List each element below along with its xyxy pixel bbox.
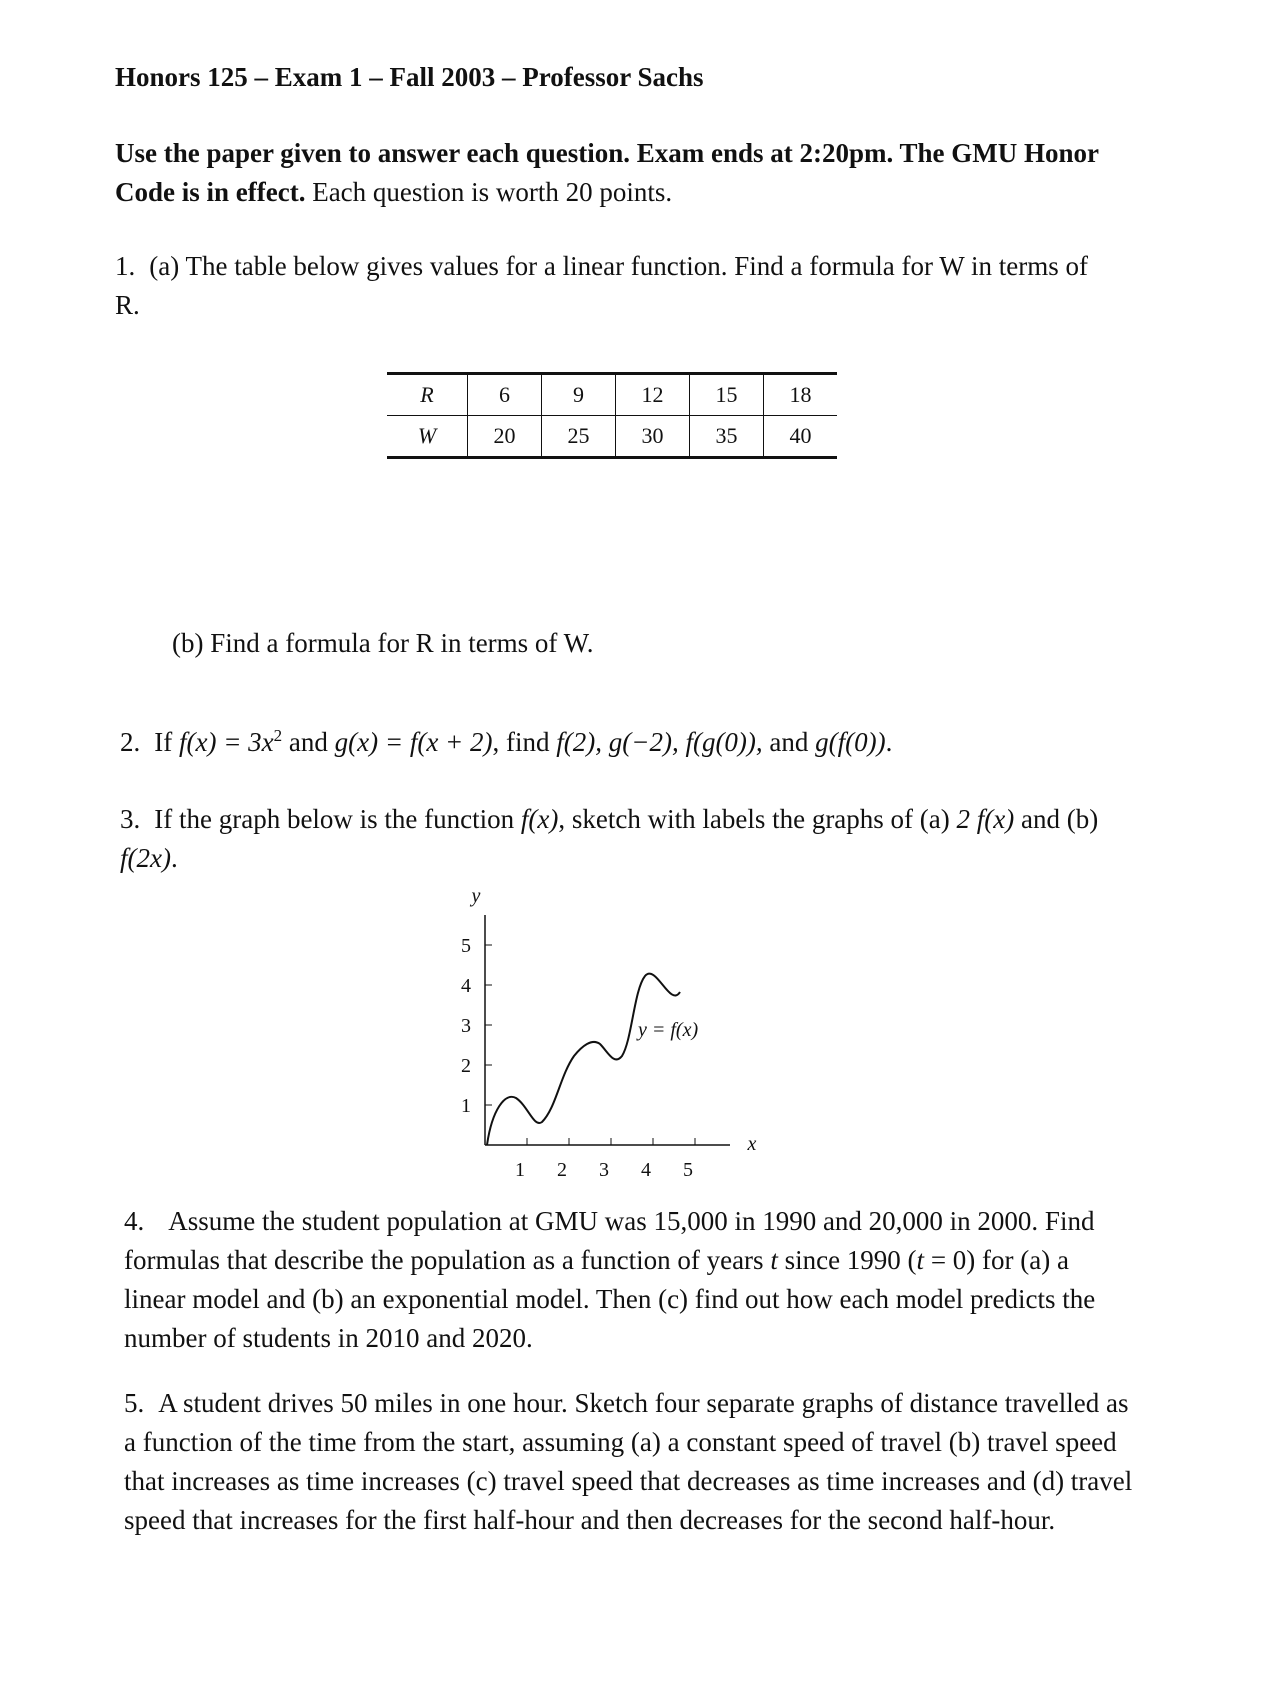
question-1-part-a: (a) The table below gives values for a linear function. Find a formula for W in terms of R. — [115, 251, 1088, 320]
instructions-bold: Use the paper given to answer each question. Exam ends at 2:20pm. The GMU Honor Code is in effect. — [115, 138, 1099, 207]
question-1-part-b: (b) Find a formula for R in terms of W. — [172, 628, 594, 658]
q4-tvar: t — [770, 1245, 778, 1275]
instructions — [115, 134, 1115, 212]
y-tick-label-5: 5 — [461, 935, 471, 957]
q2-f-def: f(x) = 3x — [178, 727, 274, 757]
table-cell: 18 — [764, 374, 838, 416]
exam-title: Honors 125 – Exam 1 – Fall 2003 – Professor Sachs — [115, 62, 704, 92]
x-tick-label-3: 3 — [599, 1159, 609, 1181]
q4-text-2: since 1990 ( — [777, 1245, 917, 1275]
q2-last: g(f(0)) — [815, 727, 886, 757]
table-row-r — [387, 374, 837, 416]
q3-text-2: , sketch with labels the graphs of (a) — [558, 804, 957, 834]
y-ticks — [461, 935, 492, 1117]
q3-text-1: If the graph below is the function — [154, 804, 521, 834]
q2-text-3: , find — [492, 727, 557, 757]
q2-text-4: and — [762, 727, 816, 757]
q4-text-1: Assume the student population at GMU was 15,000 in 1990 and 20,000 in 2000. Find formulas that describe the population as a function of years — [124, 1206, 1095, 1275]
q3-fb: f(2x) — [120, 843, 171, 873]
y-axis-label: y — [471, 885, 481, 907]
question-2 — [120, 716, 892, 762]
question-1 — [115, 247, 1115, 325]
y-tick-label-4: 4 — [461, 975, 471, 997]
y-tick-label-2: 2 — [461, 1055, 471, 1077]
curve-label: y = f(x) — [638, 1019, 699, 1041]
table-cell: 25 — [542, 416, 616, 458]
x-tick-label-4: 4 — [641, 1159, 651, 1181]
table-cell: 12 — [616, 374, 690, 416]
x-tick-label-1: 1 — [515, 1159, 525, 1181]
table-cell: 9 — [542, 374, 616, 416]
y-tick-label-1: 1 — [461, 1095, 471, 1117]
function-curve — [487, 974, 680, 1145]
table-cell: 6 — [468, 374, 542, 416]
question-5 — [124, 1384, 1134, 1540]
x-tick-label-2: 2 — [557, 1159, 567, 1181]
table-header-r: R — [387, 374, 468, 416]
question-3-number: 3. — [120, 804, 141, 834]
q2-exponent: 2 — [273, 726, 283, 745]
q3-text-4: . — [170, 843, 178, 873]
q3-fa: 2 f(x) — [956, 804, 1015, 834]
rw-table — [387, 372, 837, 459]
q4-tvar-2: t — [916, 1245, 925, 1275]
q2-text-2: and — [282, 727, 335, 757]
question-4 — [124, 1202, 1134, 1358]
q4-text-3: = 0) for (a) a linear model and (b) an exponential model. Then (c) find out how each model predicts the number of students in 2010 and 2020. — [124, 1245, 1096, 1353]
table-cell: 30 — [616, 416, 690, 458]
table-cell: 15 — [690, 374, 764, 416]
q2-list: f(2), g(−2), f(g(0)), — [556, 727, 763, 757]
instructions-rest: Each question is worth 20 points. — [305, 177, 673, 207]
function-graph — [430, 860, 770, 1185]
table-header-w: W — [387, 416, 468, 458]
y-tick-label-3: 3 — [461, 1015, 471, 1037]
x-axis-label: x — [747, 1133, 757, 1155]
q2-g-def: g(x) = f(x + 2) — [334, 727, 493, 757]
question-4-number: 4. — [124, 1206, 145, 1236]
q3-text-3: and (b) — [1014, 804, 1099, 834]
table-cell: 20 — [468, 416, 542, 458]
q5-text: A student drives 50 miles in one hour. Sketch four separate graphs of distance travelled as a function of the time from the start, assuming (a) a constant speed of travel (b) travel speed that increases as time increases (c) travel speed that decreases as time increases and (d) travel speed that increases for the first half-hour and then decreases for the second half-hour. — [124, 1388, 1133, 1535]
x-tick-label-5: 5 — [683, 1159, 693, 1181]
question-1-number: 1. — [115, 251, 136, 281]
table-cell: 40 — [789, 423, 812, 448]
question-2-number: 2. — [120, 727, 141, 757]
q3-fx: f(x) — [520, 804, 559, 834]
question-5-number: 5. — [124, 1388, 145, 1418]
table-cell: 35 — [690, 416, 764, 458]
q2-period: . — [885, 727, 893, 757]
q2-text-1: If — [154, 727, 179, 757]
table-row-w — [387, 416, 837, 458]
